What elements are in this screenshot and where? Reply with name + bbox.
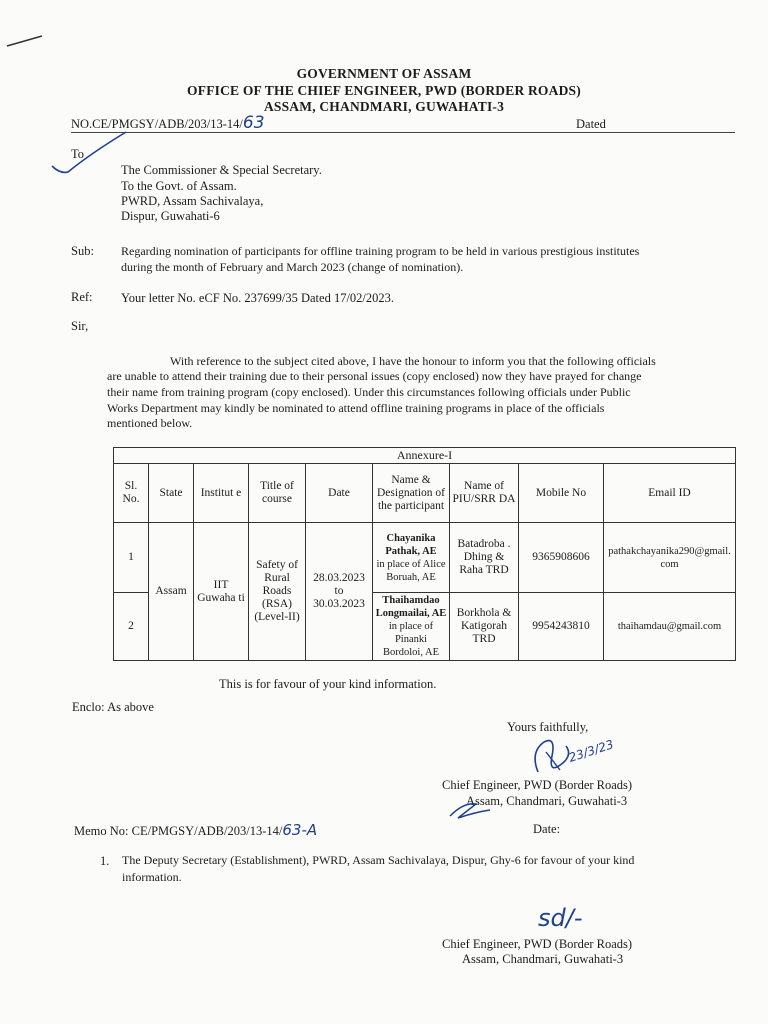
memo-number: [74, 823, 317, 839]
header-rule: [71, 132, 735, 133]
copy-item-line-1: The Deputy Secretary (Establishment), PWRD, Assam Sachivalaya, Dispur, Ghy-6 for favour of your kind: [122, 853, 635, 867]
row-sl: 1: [114, 523, 149, 593]
addressee-line-4: Dispur, Guwahati-6: [121, 209, 220, 223]
header-govt: GOVERNMENT OF ASSAM: [296, 66, 472, 81]
copy-item-number: 1.: [100, 854, 110, 868]
body-line-5: mentioned below.: [107, 416, 193, 430]
annexure-title: Annexure-I: [114, 448, 736, 464]
tick-mark-icon: [50, 128, 130, 183]
header-sl-no: Sl. No.: [114, 464, 149, 523]
cell-institute: IIT Guwaha ti: [194, 523, 249, 661]
cell-date: [306, 523, 373, 661]
header-name: Name & Designation of the participant: [373, 464, 450, 523]
row-email: pathakchayanika290@gmail.com: [604, 523, 736, 593]
row-piu: Batadroba . Dhing & Raha TRD: [450, 523, 519, 593]
favour-line: This is for favour of your kind information.: [219, 677, 437, 691]
to-label: To: [71, 147, 85, 161]
dated-label: Dated: [576, 117, 606, 131]
ref-label: Ref:: [71, 290, 93, 304]
signatory-line-2: Assam, Chandmari, Guwahati-3: [466, 794, 628, 808]
addressee-line-2: To the Govt. of Assam.: [121, 179, 237, 193]
body-line-4: Works Department may kindly be nominated to attend offline training programs in place of the officials: [107, 401, 605, 415]
date-from: 28.03.2023: [313, 572, 365, 584]
annexure-table: [113, 447, 736, 661]
date-to: 30.03.2023: [313, 598, 365, 610]
signature-date: 23/3/23: [566, 737, 616, 765]
header-date: Date: [306, 464, 373, 523]
cell-state: Assam: [149, 523, 194, 661]
row-piu: Borkhola & Katigorah TRD: [450, 593, 519, 661]
participant-name: Thaihamdao Longmailai, AE: [375, 595, 447, 619]
enclosure-line: Enclo: As above: [72, 700, 154, 714]
row-mobile: 9954243810: [519, 593, 604, 661]
signatory2-line-1: Chief Engineer, PWD (Border Roads): [442, 937, 633, 951]
row-email: thaihamdau@gmail.com: [604, 593, 736, 661]
reference-number-prefix: NO.CE/PMGSY/ADB/203/13-14/: [71, 117, 243, 131]
header-address: ASSAM, CHANDMARI, GUWAHATI-3: [263, 99, 505, 114]
row-mobile: 9365908606: [519, 523, 604, 593]
sdf-mark: sd/-: [538, 904, 583, 932]
header-course: Title of course: [249, 464, 306, 523]
participant-name: Chayanika Pathak, AE: [385, 532, 437, 557]
header-institute: Institut e: [194, 464, 249, 523]
header-state: State: [149, 464, 194, 523]
addressee-line-1: The Commissioner & Special Secretary.: [121, 163, 322, 177]
signatory2-line-2: Assam, Chandmari, Guwahati-3: [462, 952, 624, 966]
row-participant: [373, 593, 450, 661]
subject-label: Sub:: [71, 244, 94, 258]
row-sl: 2: [114, 593, 149, 661]
subject-line-2: during the month of February and March 2023 (change of nomination).: [121, 260, 464, 274]
copy-item-line-2: information.: [122, 870, 182, 884]
ref-text: Your letter No. eCF No. 237699/35 Dated 17/02/2023.: [121, 291, 395, 305]
body-line-2: are unable to attend their training due to their personal issues (copy enclosed) now they have prayed for change: [107, 369, 642, 383]
reference-number-handwritten: 63: [242, 113, 265, 133]
salutation: Sir,: [71, 319, 89, 333]
addressee-line-3: PWRD, Assam Sachivalaya,: [121, 194, 264, 208]
closing-line: Yours faithfully,: [507, 720, 589, 734]
header-email: Email ID: [604, 464, 736, 523]
memo-number-handwritten: 63-A: [282, 821, 318, 839]
date-to-word: to: [334, 585, 344, 597]
subject-line-1: Regarding nomination of participants for offline training program to be held in various prestigious institutes: [121, 244, 640, 258]
signature-flourish: [446, 792, 496, 827]
header-office: OFFICE OF THE CHIEF ENGINEER, PWD (BORDER ROADS): [187, 83, 581, 98]
table-row: [114, 523, 736, 593]
participant-replacement: in place of Alice Boruah, AE: [376, 558, 446, 583]
stray-pen-mark: [6, 34, 44, 53]
memo-date-label: Date:: [533, 822, 561, 836]
row-participant: [373, 523, 450, 593]
body-line-1: With reference to the subject cited above, I have the honour to inform you that the following officials: [170, 354, 656, 368]
cell-course: Safety of Rural Roads (RSA) (Level-II): [249, 523, 306, 661]
signatory-line-1: Chief Engineer, PWD (Border Roads): [442, 778, 633, 792]
header-piu: Name of PIU/SRR DA: [450, 464, 519, 523]
body-line-3: their name from training program (copy enclosed). Under this circumstances following officials under Public: [107, 385, 631, 399]
participant-replacement: in place of Pinanki Bordoloi, AE: [382, 621, 439, 658]
memo-number-prefix: Memo No: CE/PMGSY/ADB/203/13-14/: [74, 824, 283, 838]
header-mobile: Mobile No: [519, 464, 604, 523]
